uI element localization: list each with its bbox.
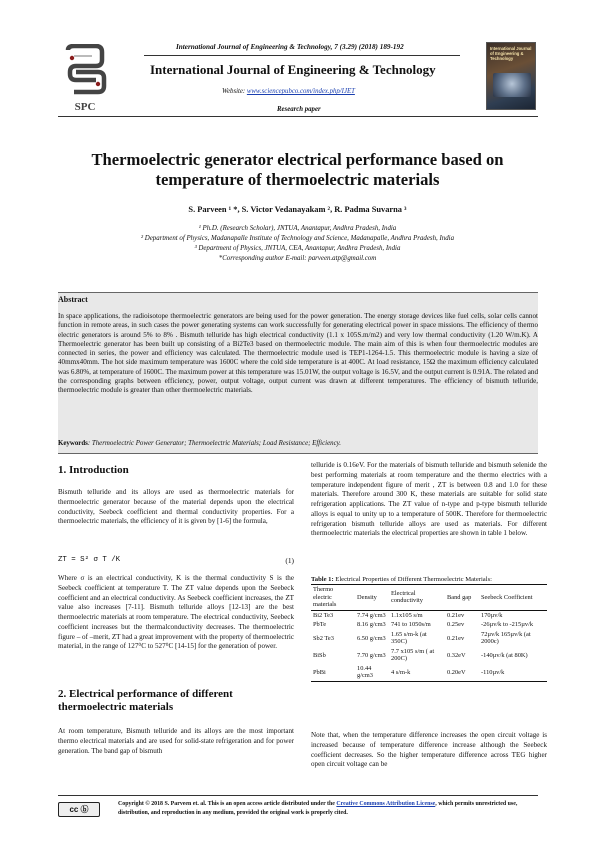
publisher-logo: [62, 44, 108, 114]
cover-title: International Journal of Engineering & Technology: [490, 46, 532, 61]
paper-type: Research paper: [277, 106, 321, 113]
table-1: [311, 576, 547, 682]
table-row: [311, 664, 547, 682]
publisher-logo-text: SPC: [74, 101, 96, 113]
table-cell: 6.50 g/cm3: [357, 634, 386, 642]
section-1-heading: 1. Introduction: [58, 464, 129, 476]
website-label: Website:: [222, 88, 247, 95]
abstract-text: In space applications, the radioisotope thermoelectric generators are being used for the power generation. The energy storage devices like fuel cells, solar cells cannot function in remote areas, in such cases the power generating systems can work successfully for generating electrical power in space missions. The efficiency of thermo electric generators is around 5% to 8% . Bismuth telluride has high electrical conductivity (1.1 x 105S.m/m2) and very low thermal conductivity (1.20 W/m.K). A Thermoelectric generator has been built up consisting of a Bi2Te3 based on thermoelectric module. The main aim of this is when four thermoelectric modules are connected in series, the power and efficiency was calculated. The thermoelectric module used is TEP1-1264-1.5. This thermoelectric module is having a size of 40mmx40mm. The hot side maximum temperature was 1600C where the cold side temperature is at 400C. At load resistance, 15Ω the maximum efficiency calculated was 6.80%, at temperature of 1600C. The maximum power at this temperature was 15.01W, the output voltage is 16.5V, and the output current is 0.91A. The related and the corresponding graphs between efficiency, power, output voltage, output current was drawn at different temperatures. The efficiency of bismuth telluride, thermoelectric module is greater than other thermoelectric materials.: [58, 312, 538, 395]
table-cell: 170µv/k: [481, 611, 503, 619]
equation-1-number: (1): [285, 556, 294, 565]
paper-title: Thermoelectric generator electrical performance based on temperature of thermoelectric materials: [91, 150, 504, 190]
table-cell: 8.16 g/cm3: [357, 621, 386, 629]
table-header-cell: Band gap: [447, 593, 472, 601]
affiliation-2: ² Department of Physics, Madanapalle Institute of Technology and Science, Madanapalle, Andhra Pradesh, India: [140, 234, 455, 242]
journal-citation: International Journal of Engineering & Technology, 7 (3.29) (2018) 189-192: [176, 43, 404, 51]
section-1-para-1: Bismuth telluride and its alloys are used as thermoelectric materials for thermoelectric generator because of the material depends upon the electrical conductivity, Seebeck coefficient and thermal conductivity properties. For a thermoelectric materials, the efficiency of it is given by [1-6] the formula,: [58, 488, 294, 526]
table-cell: 741 to 1050s/m: [391, 621, 431, 629]
table-cell: BiSb: [313, 651, 326, 659]
table-row: [311, 610, 547, 620]
journal-cover-image: [486, 42, 536, 110]
keywords-label: Keywords: [58, 440, 88, 447]
table-cell: 7.70 g/cm3: [357, 651, 386, 659]
abstract-heading: Abstract: [58, 295, 88, 304]
section-2-para-1: At room temperature, Bismuth telluride and its alloys are the most important thermo electrical materials and are used for solid-state refrigeration and for power generation. The band gap of bismuth: [58, 727, 294, 755]
table-header-cell: Seebeck Coefficient: [481, 593, 533, 601]
table-1-caption: [311, 576, 547, 583]
journal-title: International Journal of Engineering & Technology: [150, 62, 436, 77]
equation-1-text: ZT = S² σ T /K: [58, 556, 121, 564]
table-cell: 0.32eV: [447, 651, 466, 659]
table-cell: PbTe: [313, 621, 327, 629]
table-header-cell: Electrical conductivity: [391, 589, 423, 605]
copyright-text: Copyright © 2018 S. Parveen et. al. This is an open access article distributed under the: [118, 801, 337, 807]
table-cell: PbBi: [313, 668, 326, 676]
table-row: [311, 620, 547, 630]
table-cell: Bi2 Te3: [313, 611, 334, 619]
section-1-para-2: Where σ is an electrical conductivity, K is the thermal conductivity S is the Seebeck coefficient at temperature T. The ZT value depends upon the Seebeck coefficient and an electrical conductivity. As Seebeck coefficient increases, the ZT value also increases [7-11]. Bismuth telluride alloys [12-13] are the best thermoelectric materials at room temperature. The electrical conductivity, Seebeck coefficient increases but the thermalconductivity decreases. The thermoelectric figure – of –merit, ZT had a great improvement with the property of thermoelectric material, in the range of 127⁰C to 527⁰C [14-15] for the generation of power.: [58, 574, 294, 651]
header-bottom-divider: [58, 116, 538, 117]
website-link[interactable]: www.sciencepubco.com/index.php/IJET: [246, 88, 355, 95]
keywords: [58, 440, 538, 447]
corresponding-author: *Corresponding author E-mail: parveen.atp@gmail.com: [218, 254, 377, 262]
copyright-notice: [118, 800, 538, 817]
table-cell: 72µv/k 165µv/k (at 2000c): [481, 630, 531, 646]
equation-1: [58, 556, 294, 564]
keywords-list: : Thermoelectric Power Generator; Thermoelectric Materials; Load Resistance; Efficiency.: [87, 440, 342, 447]
table-cell: 7.7 x105 s/m ( at 200C): [391, 647, 435, 663]
table-cell: 1.1x105 s/m: [391, 611, 423, 619]
table-cell: 1.65 s/m-k (at 350C): [391, 630, 427, 646]
table-cell: 4 s/m-k: [391, 668, 411, 676]
copyright-text-end: , which permits unrestricted use, distribution, and reproduction in any medium, provided the original work is properly cited.: [118, 801, 518, 816]
table-header-row: [311, 585, 547, 611]
table-row: [311, 647, 547, 664]
table-cell: Sb2 Te3: [313, 634, 334, 642]
table-1-grid: [311, 584, 547, 682]
journal-website: [222, 88, 355, 95]
table-cell: -140µv/k (at 80K): [481, 651, 528, 659]
table-row: [311, 630, 547, 647]
table-cell: 0.20eV: [447, 668, 466, 676]
creative-commons-icon[interactable]: cc ⓑ: [58, 802, 100, 817]
authors: S. Parveen ¹ *, S. Victor Vedanayakam ², R. Padma Suvarna ³: [188, 205, 407, 214]
table-header-cell: Density: [357, 593, 377, 601]
table-cell: -110µv/k: [481, 668, 505, 676]
table-cell: -26µv/k to -215µv/k: [481, 621, 534, 629]
table-header-cell: Thermo electric materials: [313, 586, 337, 609]
license-link[interactable]: Creative Commons Attribution License: [336, 801, 436, 807]
cover-artwork: [493, 73, 531, 97]
right-column-para-1: telluride is 0.16eV. For the materials of bismuth telluride and bismuth selenide the best performing materials at room temperature and the thermo electrics with a temperature independent figure of merit , ZT is between 0.8 and 1.0 for these materials. Therefore around 300 K, these materials are suitable for solid state refrigeration applications. The ZT value of n-type and p-type bismuth telluride alloys is equal to unity up to a temperature of 500K. Therefore for thermoelectric refrigeration bismuth telluride alloys are used as materials. For different thermoelectric materials the electrical properties are shown in table 1 below.: [311, 461, 547, 538]
table-cell: 0.21ev: [447, 634, 465, 642]
table-1-caption-text: Electrical Properties of Different Thermoelectric Materials:: [333, 576, 492, 583]
affiliations: [60, 224, 535, 264]
affiliation-1: ¹ Ph.D. (Research Scholar), JNTUA, Anantapur, Andhra Pradesh, India: [198, 225, 397, 232]
table-cell: 0.25ev: [447, 621, 465, 629]
section-2-heading: 2. Electrical performance of different thermoelectric materials: [58, 688, 233, 714]
table-cell: 7.74 g/cm3: [357, 611, 386, 619]
table-cell: 10.44 g/cm3: [357, 664, 373, 680]
table-1-caption-label: Table 1:: [311, 576, 334, 583]
affiliation-3: ³ Department of Physics, JNTUA, CEA, Anantapur, Andhra Pradesh, India: [194, 244, 401, 252]
header-divider: [144, 55, 460, 56]
right-column-para-2: Note that, when the temperature difference increases the open circuit voltage is increased because of temperature difference increase although the Seebeck coefficient decreases. So the higher temperature difference across TEG higher open circuit voltage can be: [311, 731, 547, 769]
table-cell: 0.21ev: [447, 611, 465, 619]
footer-divider: [58, 795, 538, 796]
